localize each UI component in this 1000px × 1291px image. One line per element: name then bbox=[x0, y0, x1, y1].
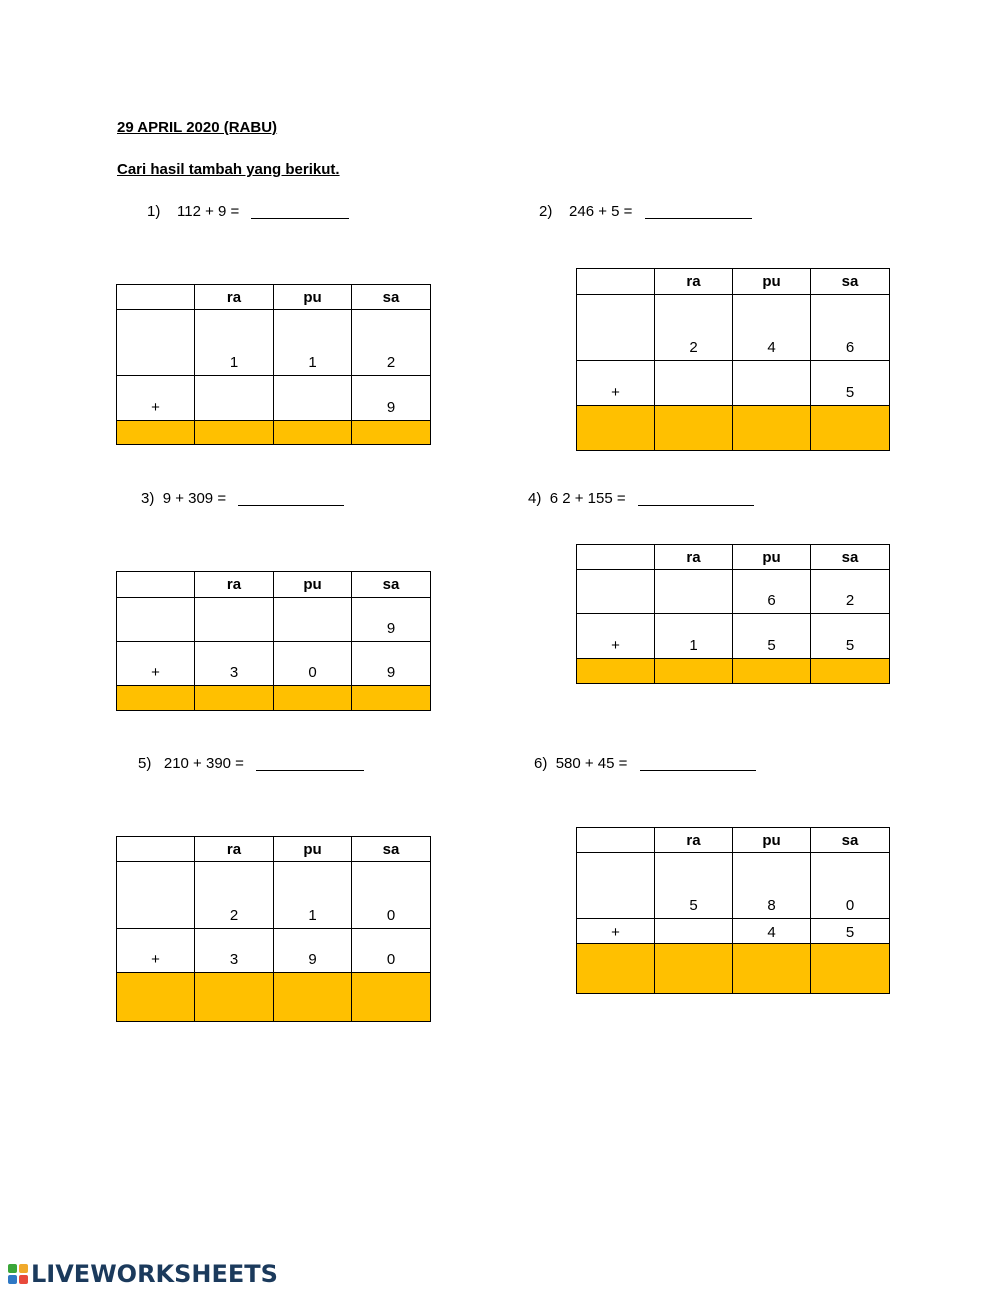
answer-cell-carry[interactable] bbox=[577, 659, 655, 684]
plus-sign: + bbox=[117, 376, 195, 421]
answer-cell-pu[interactable] bbox=[274, 421, 352, 445]
answer-cell-sa[interactable] bbox=[811, 659, 890, 684]
header-ra: ra bbox=[195, 572, 274, 598]
logo-block-icon bbox=[8, 1275, 17, 1284]
question-number: 3) bbox=[141, 490, 155, 507]
header-blank bbox=[577, 269, 655, 295]
row-label bbox=[117, 310, 195, 376]
question-6 bbox=[534, 755, 756, 772]
digit-cell: 1 bbox=[274, 862, 352, 929]
answer-row bbox=[577, 659, 890, 684]
header-ra: ra bbox=[195, 285, 274, 310]
answer-cell-sa[interactable] bbox=[352, 686, 431, 711]
header-pu: pu bbox=[274, 837, 352, 862]
header-sa: sa bbox=[352, 837, 431, 862]
digit-cell bbox=[655, 361, 733, 406]
row-label bbox=[117, 598, 195, 642]
answer-input[interactable] bbox=[655, 976, 732, 993]
header-pu: pu bbox=[274, 285, 352, 310]
answer-cell-carry[interactable] bbox=[117, 421, 195, 445]
header-ra: ra bbox=[655, 828, 733, 853]
header-pu: pu bbox=[733, 828, 811, 853]
digit-cell: 9 bbox=[352, 376, 431, 421]
header-pu: pu bbox=[733, 269, 811, 295]
digit-cell: 9 bbox=[352, 598, 431, 642]
place-value-table-3 bbox=[116, 571, 431, 711]
plus-sign: + bbox=[117, 642, 195, 686]
question-number: 2) bbox=[539, 203, 553, 220]
answer-input[interactable] bbox=[195, 1004, 273, 1021]
answer-input-5[interactable] bbox=[256, 756, 364, 771]
answer-input[interactable] bbox=[352, 1004, 430, 1021]
answer-input[interactable] bbox=[352, 427, 430, 444]
answer-input-1[interactable] bbox=[251, 204, 349, 219]
digit-cell: 8 bbox=[733, 853, 811, 919]
answer-input[interactable] bbox=[655, 433, 732, 450]
answer-input[interactable] bbox=[577, 433, 654, 450]
digit-cell: 5 bbox=[811, 361, 890, 406]
header-sa: sa bbox=[352, 572, 431, 598]
answer-input-3[interactable] bbox=[238, 491, 344, 506]
answer-input[interactable] bbox=[195, 693, 273, 710]
answer-cell-carry[interactable] bbox=[117, 973, 195, 1022]
digit-cell bbox=[274, 598, 352, 642]
digit-cell: 5 bbox=[811, 614, 890, 659]
logo-block-icon bbox=[19, 1264, 28, 1273]
answer-cell-ra[interactable] bbox=[195, 686, 274, 711]
digit-cell: 6 bbox=[811, 295, 890, 361]
answer-cell-pu[interactable] bbox=[733, 944, 811, 994]
digit-cell bbox=[733, 361, 811, 406]
answer-input[interactable] bbox=[733, 976, 810, 993]
header-ra: ra bbox=[655, 545, 733, 570]
question-expression: 210 + 390 = bbox=[163, 755, 244, 772]
answer-cell-sa[interactable] bbox=[352, 421, 431, 445]
answer-cell-ra[interactable] bbox=[195, 421, 274, 445]
answer-row bbox=[577, 406, 890, 451]
header-blank bbox=[577, 828, 655, 853]
header-blank bbox=[117, 572, 195, 598]
answer-cell-pu[interactable] bbox=[274, 973, 352, 1022]
digit-cell: 9 bbox=[274, 929, 352, 973]
answer-cell-carry[interactable] bbox=[577, 406, 655, 451]
question-5 bbox=[138, 755, 364, 772]
digit-cell: 2 bbox=[655, 295, 733, 361]
header-ra: ra bbox=[195, 837, 274, 862]
digit-cell: 1 bbox=[195, 310, 274, 376]
answer-input[interactable] bbox=[577, 976, 654, 993]
answer-input[interactable] bbox=[811, 433, 889, 450]
question-3 bbox=[141, 490, 344, 507]
plus-sign: + bbox=[577, 614, 655, 659]
digit-cell: 3 bbox=[195, 929, 274, 973]
worksheet-instruction: Cari hasil tambah yang berikut. bbox=[117, 161, 340, 178]
logo-text: LIVEWORKSHEETS bbox=[31, 1260, 278, 1288]
answer-input[interactable] bbox=[655, 666, 732, 683]
digit-cell bbox=[274, 376, 352, 421]
digit-cell: 1 bbox=[655, 614, 733, 659]
question-expression: 112 + 9 = bbox=[177, 203, 240, 220]
row-label bbox=[117, 862, 195, 929]
plus-sign: + bbox=[577, 919, 655, 944]
answer-cell-carry[interactable] bbox=[117, 686, 195, 711]
liveworksheets-logo bbox=[8, 1259, 278, 1289]
question-1 bbox=[147, 203, 349, 220]
answer-input[interactable] bbox=[274, 693, 351, 710]
header-blank bbox=[577, 545, 655, 570]
place-value-table-4 bbox=[576, 544, 890, 684]
answer-cell-ra[interactable] bbox=[655, 944, 733, 994]
digit-cell: 5 bbox=[655, 853, 733, 919]
header-blank bbox=[117, 285, 195, 310]
place-value-table-6 bbox=[576, 827, 890, 994]
answer-row bbox=[117, 973, 431, 1022]
digit-cell: 4 bbox=[733, 919, 811, 944]
header-sa: sa bbox=[811, 828, 890, 853]
place-value-table-5 bbox=[116, 836, 431, 1022]
question-2 bbox=[539, 203, 752, 220]
logo-blocks-icon bbox=[8, 1264, 28, 1284]
digit-cell: 4 bbox=[733, 295, 811, 361]
question-number: 5) bbox=[138, 755, 152, 772]
header-sa: sa bbox=[811, 269, 890, 295]
digit-cell bbox=[195, 598, 274, 642]
digit-cell: 2 bbox=[195, 862, 274, 929]
plus-sign: + bbox=[117, 929, 195, 973]
digit-cell: 6 bbox=[733, 570, 811, 614]
question-4 bbox=[528, 490, 754, 507]
answer-input[interactable] bbox=[195, 427, 273, 444]
digit-cell: 5 bbox=[733, 614, 811, 659]
answer-cell-pu[interactable] bbox=[733, 406, 811, 451]
answer-cell-sa[interactable] bbox=[352, 973, 431, 1022]
digit-cell: 0 bbox=[352, 862, 431, 929]
answer-input[interactable] bbox=[274, 427, 351, 444]
answer-row bbox=[117, 686, 431, 711]
digit-cell: 9 bbox=[352, 642, 431, 686]
header-blank bbox=[117, 837, 195, 862]
digit-cell: 0 bbox=[352, 929, 431, 973]
digit-cell: 0 bbox=[811, 853, 890, 919]
header-ra: ra bbox=[655, 269, 733, 295]
answer-cell-carry[interactable] bbox=[577, 944, 655, 994]
answer-input[interactable] bbox=[733, 433, 810, 450]
digit-cell bbox=[655, 570, 733, 614]
answer-row bbox=[117, 421, 431, 445]
digit-cell bbox=[195, 376, 274, 421]
answer-input[interactable] bbox=[811, 666, 889, 683]
answer-cell-sa[interactable] bbox=[811, 944, 890, 994]
question-expression: 9 + 309 = bbox=[162, 490, 227, 507]
question-number: 1) bbox=[147, 203, 161, 220]
header-sa: sa bbox=[352, 285, 431, 310]
answer-cell-ra[interactable] bbox=[195, 973, 274, 1022]
question-expression: 6 2 + 155 = bbox=[549, 490, 626, 507]
question-number: 4) bbox=[528, 490, 542, 507]
answer-row bbox=[577, 944, 890, 994]
answer-input[interactable] bbox=[117, 427, 194, 444]
digit-cell bbox=[655, 919, 733, 944]
digit-cell: 3 bbox=[195, 642, 274, 686]
row-label bbox=[577, 295, 655, 361]
answer-input[interactable] bbox=[117, 693, 194, 710]
question-expression: 580 + 45 = bbox=[555, 755, 628, 772]
answer-input[interactable] bbox=[733, 666, 810, 683]
digit-cell: 5 bbox=[811, 919, 890, 944]
digit-cell: 2 bbox=[352, 310, 431, 376]
answer-input[interactable] bbox=[811, 976, 889, 993]
digit-cell: 2 bbox=[811, 570, 890, 614]
logo-block-icon bbox=[19, 1275, 28, 1284]
answer-input[interactable] bbox=[352, 693, 430, 710]
answer-cell-pu[interactable] bbox=[274, 686, 352, 711]
answer-input[interactable] bbox=[274, 1004, 351, 1021]
answer-cell-ra[interactable] bbox=[655, 659, 733, 684]
digit-cell: 0 bbox=[274, 642, 352, 686]
plus-sign: + bbox=[577, 361, 655, 406]
question-expression: 246 + 5 = bbox=[569, 203, 633, 220]
answer-input-2[interactable] bbox=[645, 204, 752, 219]
worksheet-date: 29 APRIL 2020 (RABU) bbox=[117, 119, 278, 136]
digit-cell: 1 bbox=[274, 310, 352, 376]
question-number: 6) bbox=[534, 755, 548, 772]
row-label bbox=[577, 853, 655, 919]
answer-input[interactable] bbox=[117, 1004, 194, 1021]
header-pu: pu bbox=[733, 545, 811, 570]
logo-block-icon bbox=[8, 1264, 17, 1273]
answer-input-4[interactable] bbox=[638, 491, 754, 506]
header-pu: pu bbox=[274, 572, 352, 598]
header-sa: sa bbox=[811, 545, 890, 570]
answer-input-6[interactable] bbox=[640, 756, 756, 771]
answer-cell-pu[interactable] bbox=[733, 659, 811, 684]
place-value-table-1 bbox=[116, 284, 431, 445]
answer-input[interactable] bbox=[577, 666, 654, 683]
answer-cell-ra[interactable] bbox=[655, 406, 733, 451]
answer-cell-sa[interactable] bbox=[811, 406, 890, 451]
row-label bbox=[577, 570, 655, 614]
place-value-table-2 bbox=[576, 268, 890, 451]
